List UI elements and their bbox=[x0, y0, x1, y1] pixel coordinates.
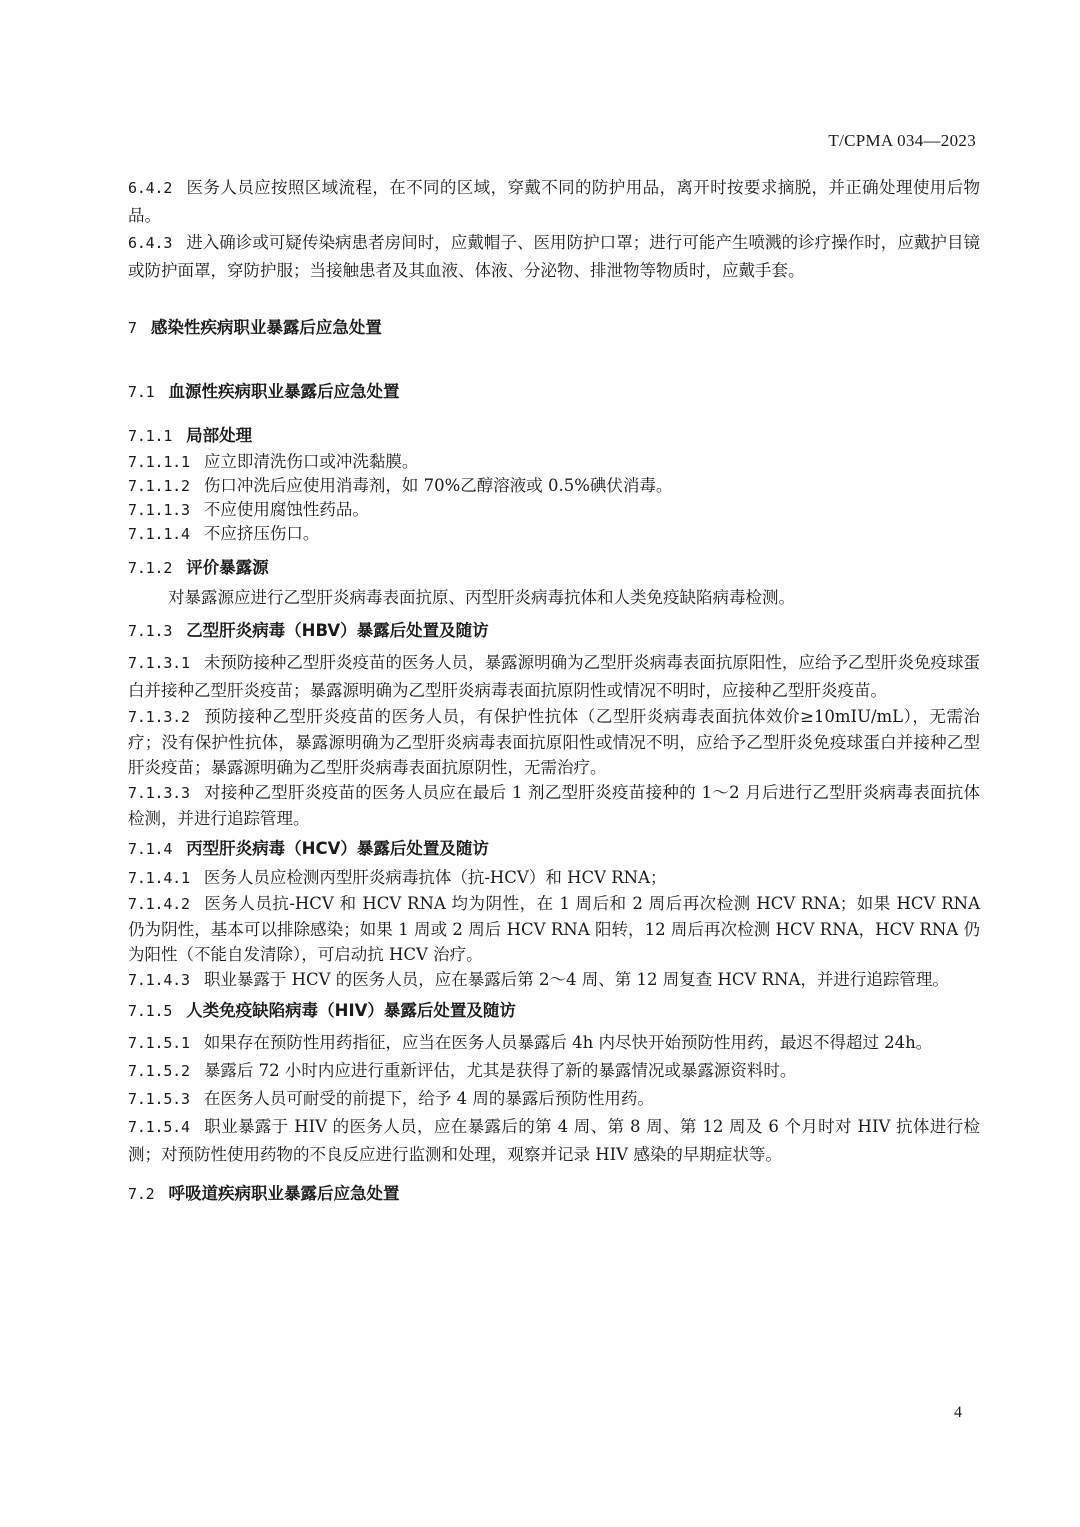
clause-text: 不应使用腐蚀性药品。 bbox=[203, 500, 369, 519]
clause-7-1-1-4 bbox=[128, 522, 980, 546]
clause-number: 7.1.1.1 bbox=[128, 453, 190, 471]
section-heading-7-1-1 bbox=[128, 422, 980, 450]
clause-7-1-4-3 bbox=[128, 967, 980, 993]
clause-text: 对接种乙型肝炎疫苗的医务人员应在最后 1 剂乙型肝炎疫苗接种的 1～2 月后进行乙型肝炎病毒表面抗体检测，并进行追踪管理。 bbox=[128, 783, 980, 828]
clause-7-1-5-3 bbox=[128, 1085, 980, 1113]
section-heading-7-1-5 bbox=[128, 997, 980, 1025]
clause-7-1-4-2 bbox=[128, 891, 980, 967]
clause-text: 医务人员抗-HCV 和 HCV RNA 均为阴性，在 1 周后和 2 周后再次检测 HCV RNA；如果 HCV RNA 仍为阴性，基本可以排除感染；如果 1 周或 2 周后 HCV RNA 阳转，12 周后再次检测 HCV RNA，HCV RNA 仍为阳性（不能自发清除），可启动抗 HCV 治疗。 bbox=[128, 894, 980, 964]
clause-text: 医务人员应检测丙型肝炎病毒抗体（抗-HCV）和 HCV RNA； bbox=[203, 868, 667, 887]
section-title: 感染性疾病职业暴露后应急处置 bbox=[150, 318, 382, 337]
clause-number: 7.1.5.3 bbox=[128, 1090, 190, 1108]
clause-number: 6.4.3 bbox=[128, 234, 173, 252]
section-number: 7.1.4 bbox=[128, 840, 173, 858]
clause-number: 7.1.4.2 bbox=[128, 895, 190, 913]
document-body bbox=[128, 174, 980, 1208]
clause-text: 职业暴露于 HIV 的医务人员，应在暴露后的第 4 周、第 8 周、第 12 周及 6 个月时对 HIV 抗体进行检测；对预防性使用药物的不良反应进行监测和处理，观察并记录 HIV 感染的早期症状等。 bbox=[128, 1117, 980, 1164]
clause-7-1-5-4 bbox=[128, 1113, 980, 1168]
clause-text: 医务人员应按照区域流程，在不同的区域，穿戴不同的防护用品，离开时按要求摘脱，并正确处理使用后物品。 bbox=[128, 178, 980, 225]
clause-text: 预防接种乙型肝炎疫苗的医务人员，有保护性抗体（乙型肝炎病毒表面抗体效价≥10mIU/mL），无需治疗；没有保护性抗体，暴露源明确为乙型肝炎病毒表面抗原阳性或情况不明，应给予乙型肝炎免疫球蛋白并接种乙型肝炎疫苗；暴露源明确为乙型肝炎病毒表面抗原阴性，无需治疗。 bbox=[128, 707, 980, 777]
section-title: 评价暴露源 bbox=[186, 558, 269, 577]
clause-number: 7.1.5.1 bbox=[128, 1034, 190, 1052]
clause-number: 6.4.2 bbox=[128, 179, 173, 197]
section-heading-7-1-3 bbox=[128, 617, 980, 645]
clause-number: 7.1.5.4 bbox=[128, 1118, 190, 1136]
clause-7-1-3-1 bbox=[128, 649, 980, 704]
clause-7-1-1-1 bbox=[128, 450, 980, 474]
clause-text: 暴露后 72 小时内应进行重新评估，尤其是获得了新的暴露情况或暴露源资料时。 bbox=[203, 1061, 797, 1080]
section-title: 人类免疫缺陷病毒（HIV）暴露后处置及随访 bbox=[186, 1001, 516, 1020]
clause-text: 应立即清洗伤口或冲洗黏膜。 bbox=[203, 452, 419, 471]
section-number: 7.1.2 bbox=[128, 559, 173, 577]
clause-number: 7.1.3.3 bbox=[128, 784, 190, 802]
clause-7-1-3-3 bbox=[128, 780, 980, 831]
clause-7-1-5-1 bbox=[128, 1029, 980, 1057]
clause-text: 进入确诊或可疑传染病患者房间时，应戴帽子、医用防护口罩；进行可能产生喷溅的诊疗操作时，应戴护目镜或防护面罩，穿防护服；当接触患者及其血液、体液、分泌物、排泄物等物质时，应戴手套。 bbox=[128, 233, 980, 280]
section-heading-7-1 bbox=[128, 378, 980, 406]
document-code: T/CPMA 034—2023 bbox=[828, 131, 976, 150]
section-title: 乙型肝炎病毒（HBV）暴露后处置及随访 bbox=[186, 621, 489, 640]
section-heading-7-2 bbox=[128, 1180, 980, 1208]
clause-7-1-4-1 bbox=[128, 865, 980, 891]
clause-text: 伤口冲洗后应使用消毒剂，如 70%乙醇溶液或 0.5%碘伏消毒。 bbox=[203, 476, 673, 495]
clause-number: 7.1.5.2 bbox=[128, 1062, 190, 1080]
clause-number: 7.1.4.3 bbox=[128, 971, 190, 989]
section-number: 7.2 bbox=[128, 1185, 155, 1203]
section-heading-7-1-2 bbox=[128, 554, 980, 582]
section-number: 7.1 bbox=[128, 383, 155, 401]
clause-7-1-2-text bbox=[128, 584, 980, 611]
section-title: 丙型肝炎病毒（HCV）暴露后处置及随访 bbox=[186, 839, 489, 858]
section-heading-7-1-4 bbox=[128, 835, 980, 863]
clause-text: 对暴露源应进行乙型肝炎病毒表面抗原、丙型肝炎病毒抗体和人类免疫缺陷病毒检测。 bbox=[168, 588, 795, 607]
clause-number: 7.1.3.2 bbox=[128, 708, 190, 726]
page-number: 4 bbox=[954, 1404, 962, 1421]
clause-number: 7.1.1.4 bbox=[128, 525, 190, 543]
clause-7-1-1-3 bbox=[128, 498, 980, 522]
clause-text: 不应挤压伤口。 bbox=[203, 524, 320, 543]
section-number: 7 bbox=[128, 319, 137, 337]
clause-text: 职业暴露于 HCV 的医务人员，应在暴露后第 2～4 周、第 12 周复查 HCV RNA，并进行追踪管理。 bbox=[203, 970, 949, 989]
clause-text: 在医务人员可耐受的前提下，给予 4 周的暴露后预防性用药。 bbox=[203, 1089, 654, 1108]
section-number: 7.1.3 bbox=[128, 622, 173, 640]
section-number: 7.1.5 bbox=[128, 1002, 173, 1020]
section-number: 7.1.1 bbox=[128, 427, 173, 445]
clause-number: 7.1.1.3 bbox=[128, 501, 190, 519]
clause-text: 如果存在预防性用药指征，应当在医务人员暴露后 4h 内尽快开始预防性用药，最迟不得超过 24h。 bbox=[203, 1033, 933, 1052]
clause-number: 7.1.4.1 bbox=[128, 869, 190, 887]
section-title: 血源性疾病职业暴露后应急处置 bbox=[168, 382, 400, 401]
clause-text: 未预防接种乙型肝炎疫苗的医务人员，暴露源明确为乙型肝炎病毒表面抗原阳性，应给予乙型肝炎免疫球蛋白并接种乙型肝炎疫苗；暴露源明确为乙型肝炎病毒表面抗原阴性或情况不明时，应接种乙型肝炎疫苗。 bbox=[128, 653, 980, 700]
section-title: 局部处理 bbox=[186, 426, 253, 445]
clause-number: 7.1.1.2 bbox=[128, 477, 190, 495]
clause-7-1-5-2 bbox=[128, 1057, 980, 1085]
clause-7-1-3-2 bbox=[128, 704, 980, 780]
section-heading-7 bbox=[128, 314, 980, 342]
section-title: 呼吸道疾病职业暴露后应急处置 bbox=[168, 1184, 400, 1203]
clause-7-1-1-2 bbox=[128, 474, 980, 498]
clause-6-4-2 bbox=[128, 174, 980, 229]
clause-number: 7.1.3.1 bbox=[128, 654, 190, 672]
clause-6-4-3 bbox=[128, 229, 980, 284]
